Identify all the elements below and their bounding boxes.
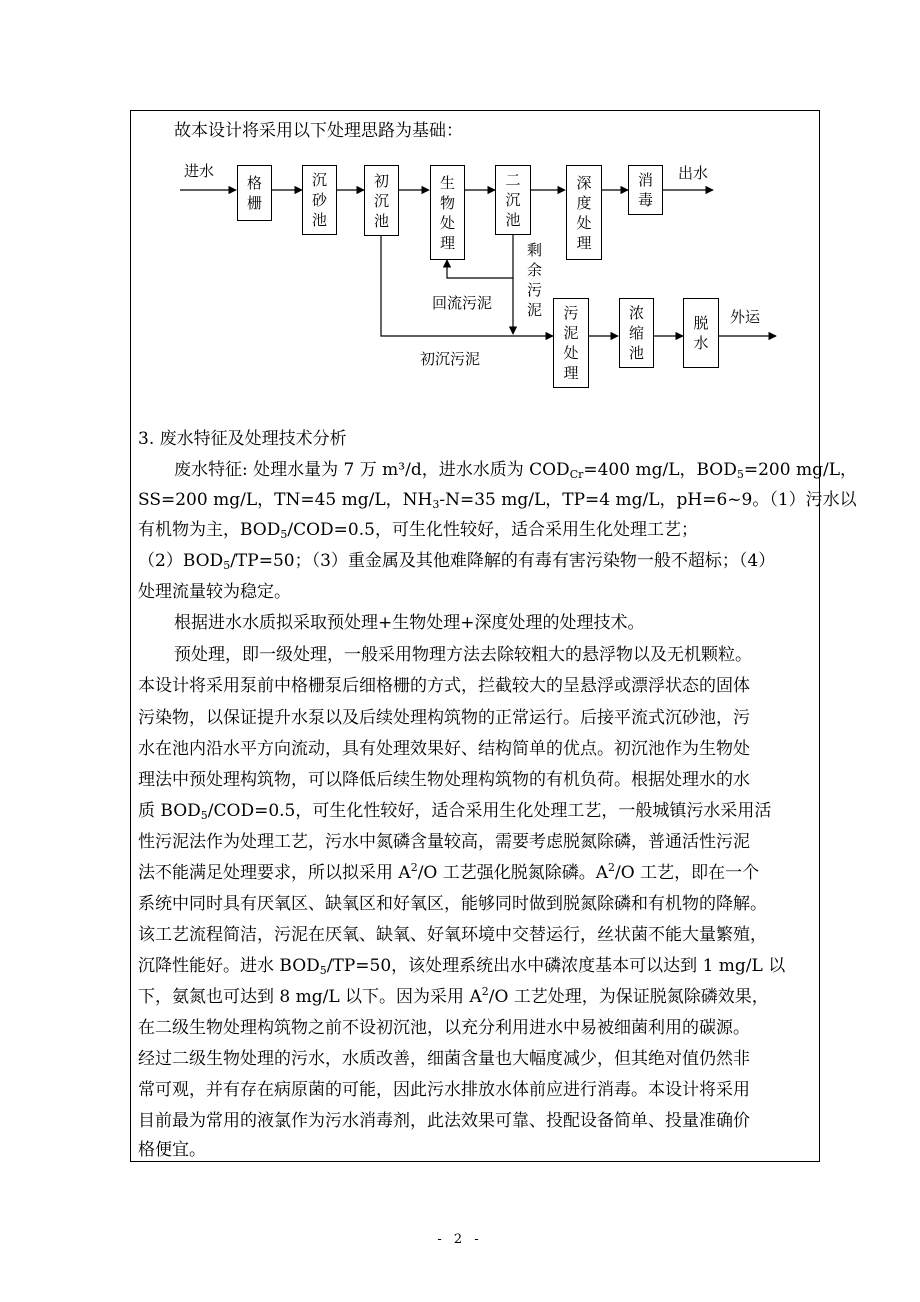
grit-chamber-box: 沉砂池 bbox=[302, 165, 337, 235]
inlet-label: 进水 bbox=[184, 162, 215, 180]
p3-line-14: 经过二级生物处理的污水，水质改善，细菌含量也大幅度减少，但其绝对值仍然非 bbox=[138, 1049, 750, 1069]
p3-line-4: 水在池内沿水平方向流动，具有处理效果好、结构简单的优点。初沉池作为生物处 bbox=[138, 739, 750, 759]
p1-line-1: 废水特征: 处理水量为 7 万 m³/d，进水水质为 $COD_{Cr}=400$ mg/L，$BOD_5=200$ mg/L， bbox=[174, 460, 857, 481]
p3-line-3: 污染物，以保证提升水泵以及后续处理构筑物的正常运行。后接平流式沉砂池，污 bbox=[138, 708, 750, 728]
p3-line-17: 格便宜。 bbox=[138, 1140, 206, 1160]
p3-line-6: 质 $BOD_5/COD=0.5$，可生化性较好，适合采用生化处理工艺，一般城镇污水采用活 bbox=[138, 801, 772, 822]
primary-clarifier-box: 初沉池 bbox=[364, 165, 399, 236]
advanced-treatment-box: 深度处理 bbox=[566, 165, 602, 260]
p1-line-3: 有机物为主，$BOD_5/COD=0.5$，可生化性较好，适合采用生化处理工艺； bbox=[138, 520, 698, 541]
p3-line-2: 本设计将采用泵前中格栅泵后细格栅的方式，拦截较大的呈悬浮或漂浮状态的固体 bbox=[138, 676, 750, 696]
sludge-treatment-box: 污泥处理 bbox=[553, 298, 589, 388]
primary-sludge-label: 初沉污泥 bbox=[420, 350, 481, 368]
transport-label: 外运 bbox=[730, 308, 761, 326]
return-sludge-label: 回流污泥 bbox=[432, 294, 493, 312]
bio-treatment-box: 生物处理 bbox=[430, 165, 465, 260]
p3-line-16: 目前最为常用的液氯作为污水消毒剂，此法效果可靠、投配设备简单、投量准确价 bbox=[138, 1111, 750, 1131]
p3-line-5: 理法中预处理构筑物，可以降低后续生物处理构筑物的有机负荷。根据处理水的水 bbox=[138, 770, 750, 790]
p3-line-10: 该工艺流程简洁，污泥在厌氧、缺氧、好氧环境中交替运行，丝状菌不能大量繁殖， bbox=[138, 925, 767, 945]
p1-line-5: 处理流量较为稳定。 bbox=[138, 582, 291, 602]
p1-line-2: SS=200 mg/L，TN=45 mg/L，$NH_3-N=35$ mg/L，TP=4 mg/L，pH=6~9。（1）污水以 bbox=[138, 490, 857, 511]
p3-line-12: 下，氨氮也可达到 8 mg/L 以下。因为采用 $A^2/O$ 工艺处理，为保证脱氮除磷效果， bbox=[138, 985, 769, 1007]
p3-line-15: 常可观，并有存在病原菌的可能，因此污水排放水体前应进行消毒。本设计将采用 bbox=[138, 1080, 750, 1100]
p3-line-13: 在二级生物处理构筑物之前不设初沉池，以充分利用进水中易被细菌利用的碳源。 bbox=[138, 1018, 750, 1038]
p3-line-11: 沉降性能好。进水 $BOD_5/TP=50$，该处理系统出水中磷浓度基本可以达到 1 mg/L 以 bbox=[138, 956, 786, 977]
screen-box: 格栅 bbox=[237, 165, 272, 221]
page-number: - 2 - bbox=[437, 1232, 483, 1247]
p3-line-7: 性污泥法作为处理工艺，污水中氮磷含量较高，需要考虑脱氮除磷，普通活性污泥 bbox=[138, 832, 750, 852]
p2-line: 根据进水水质拟采取预处理+生物处理+深度处理的处理技术。 bbox=[174, 613, 645, 633]
p3-line-9: 系统中同时具有厌氧区、缺氧区和好氧区，能够同时做到脱氮除磷和有机物的降解。 bbox=[138, 894, 767, 914]
dewatering-box: 脱水 bbox=[683, 298, 719, 368]
p1-line-4: $(2)BOD_5/TP=50$；（3）重金属及其他难降解的有毒有害污染物一般不超标；（4） bbox=[138, 551, 776, 572]
excess-sludge-label: 剩余污泥 bbox=[527, 241, 543, 319]
outlet-label: 出水 bbox=[678, 164, 709, 182]
disinfection-box: 消毒 bbox=[628, 165, 663, 215]
p3-line-1: 预处理，即一级处理，一般采用物理方法去除较粗大的悬浮物以及无机颗粒。 bbox=[174, 645, 752, 665]
section-heading: 3. 废水特征及处理技术分析 bbox=[138, 429, 347, 449]
secondary-clarifier-box: 二沉池 bbox=[495, 165, 531, 235]
thickener-box: 浓缩池 bbox=[619, 298, 654, 368]
p3-line-8: 法不能满足处理要求，所以拟采用 $A^2/O$ 工艺强化脱氮除磷。$A^2/O$ 工艺，即在一个 bbox=[138, 861, 760, 883]
intro-text: 故本设计将采用以下处理思路为基础： bbox=[174, 121, 463, 141]
